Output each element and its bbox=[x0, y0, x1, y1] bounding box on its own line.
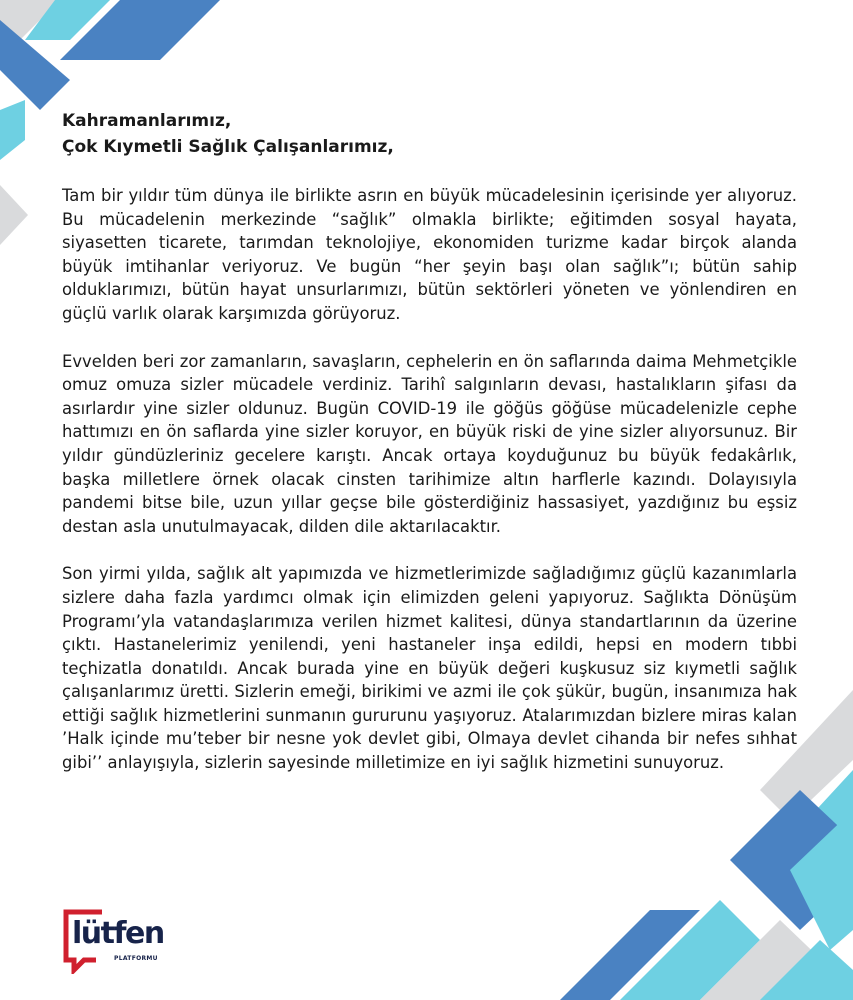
greeting-line-2: Çok Kıymetli Sağlık Çalışanlarımız, bbox=[62, 137, 394, 157]
paragraph-1: Tam bir yıldır tüm dünya ile birlikte asrın en büyük mücadelesinin içerisinde yer alıyoruz. Bu mücadelenin merkezinde “sağlık” olmakla birlikte; eğitimden sosyal hayata, siyasetten ticarete, tarımdan teknolojiye, ekonomiden turizme kadar birçok alanda büyük imtihanlar veriyoruz. Ve bugün “her şeyin başı olan sağlık”ı; bütün sahip olduklarımızı, bütün hayat unsurlarımızı, bütün sektörleri yöneten ve yönlendiren en güçlü varlık olarak karşımızda görüyoruz. bbox=[62, 186, 797, 323]
greeting bbox=[62, 108, 797, 160]
paragraph-2: Evvelden beri zor zamanların, savaşların, cephelerin en ön saflarında daima Mehmetçikle omuz omuza sizler mücadele verdiniz. Tarihî salgınların devası, hastalıkların şifası da asırlardır yine sizler oldunuz. Bugün COVID-19 ile göğüs göğüse mücadelenizle cephe hattımızı en ön saflarda yine sizler koruyor, en büyük riski de yine sizler alıyorsunuz. Bir yıldır gündüzleriniz gecelere karıştı. Ancak ortaya koyduğunuz bu büyük fedakârlık, başka milletlere örnek olacak cinsten tarihimize altın harflerle kazındı. Dolayısıyla pandemi bitse bile, uzun yıllar geçse bile gösterdiğiniz hassasiyet, yazdığınız bu eşsiz destan asla unutulmayacak, dilden dile aktarılacaktır. bbox=[62, 351, 797, 536]
logo-subtitle: PLATFORMU bbox=[114, 955, 158, 962]
lutfen-platformu-logo bbox=[62, 908, 164, 974]
paragraph-3: Son yirmi yılda, sağlık alt yapımızda ve hizmetlerimizde sağladığımız güçlü kazanımlarla sizlere daha fazla yardımcı olmak için elimizden geleni yapıyoruz. Sağlıkta Dönüşüm Programı’yla vatandaşlarımıza verilen hizmet kalitesi, dünya standartlarının da üzerine çıktı. Hastanelerimiz yenilendi, yeni hastaneler inşa edildi, hepsi en modern tıbbi teçhizatla donatıldı. Ancak burada yine en büyük değeri kuşkusuz siz kıymetli sağlık çalışanlarımız üretti. Sizlerin emeği, birikimi ve azmi ile çok şükür, bugün, insanımıza hak ettiği sağlık hizmetlerini sunmanın gururunu yaşıyoruz. Atalarımızdan bizlere miras kalan ’Halk içinde mu’teber bir nesne yok devlet gibi, Olmaya devlet cihanda bir nefes sıhhat gibi’’ anlayışıyla, sizlerin sayesinde milletimize en iyi sağlık hizmetini sunuyoruz. bbox=[62, 564, 797, 773]
letter-body bbox=[62, 108, 797, 799]
greeting-line-1: Kahramanlarımız, bbox=[62, 111, 232, 131]
logo-word: lütfen bbox=[72, 916, 164, 951]
